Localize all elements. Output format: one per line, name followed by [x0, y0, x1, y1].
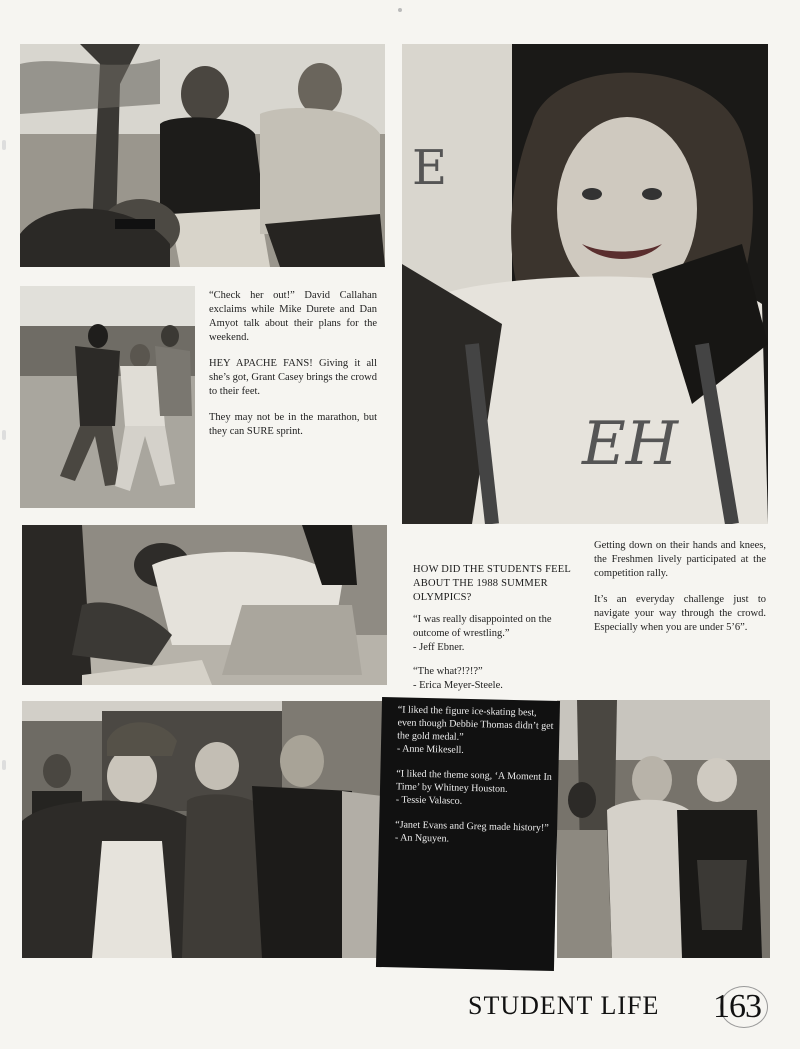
box-quote-author: - An Nguyen.: [394, 832, 450, 845]
svg-text:E: E: [412, 140, 448, 196]
quote-item: [413, 613, 583, 655]
photo-floor-rally: [22, 525, 387, 685]
page-number: 163: [713, 988, 761, 1025]
photo-runners: [20, 286, 195, 508]
quote-box-text: [394, 703, 553, 859]
olympics-question: HOW DID THE STUDENTS FEEL ABOUT THE 1988 SUMMER OLYMPICS?: [413, 564, 571, 603]
punch-mark: [2, 760, 6, 770]
caption-freshmen: Getting down on their hands and knees, the Freshmen lively participated at the competition rally.: [594, 540, 766, 579]
box-quote-text: “I liked the figure ice-skating best, even though Debbie Thomas didn’t get the gold medal.”: [397, 704, 554, 743]
box-quote-item: [397, 703, 554, 759]
quote-author: - Erica Meyer-Steele.: [413, 680, 503, 691]
caption-column-right: [594, 539, 766, 647]
punch-mark: [2, 430, 6, 440]
caption-callahan: “Check her out!” David Callahan exclaims while Mike Durete and Dan Amyot talk about their plans for the weekend.: [209, 290, 377, 343]
quote-text: “The what?!?!?”: [413, 666, 483, 677]
box-quote-author: - Anne Mikesell.: [396, 743, 464, 756]
box-quote-item: [395, 818, 552, 848]
quote-author: - Jeff Ebner.: [413, 642, 465, 653]
caption-column-left: [209, 289, 377, 451]
caption-sprint: They may not be in the marathon, but they can SURE sprint.: [209, 412, 377, 437]
box-quote-text: “Janet Evans and Greg made history!”: [395, 819, 549, 834]
quote-text: “I was really disappointed on the outcome of wrestling.”: [413, 614, 552, 639]
photo-cheerleader: [402, 44, 768, 524]
section-title: STUDENT LIFE: [468, 991, 660, 1020]
quotes-white: [413, 613, 583, 703]
quote-item: [413, 665, 583, 693]
caption-crowd: It’s an everyday challenge just to navigate your way through the crowd. Especially when you are under 5’6”.: [594, 594, 766, 633]
photo-hallway-right: [557, 700, 770, 958]
caption-apache-fans: HEY APACHE FANS! Giving it all she’s got, Grant Casey brings the crowd to their feet.: [209, 358, 377, 397]
crop-mark: [398, 8, 402, 12]
box-quote-item: [396, 767, 553, 810]
box-quote-text: “I liked the theme song, ‘A Moment In Time’ by Whitney Houston.: [395, 768, 552, 795]
photo-boys-sitting: [20, 44, 385, 267]
box-quote-author: - Tessie Valasco.: [395, 794, 463, 807]
photo-hallway-crowd: [22, 701, 382, 958]
punch-mark: [2, 140, 6, 150]
svg-text:EH: EH: [582, 409, 679, 479]
quote-box: [376, 697, 560, 971]
